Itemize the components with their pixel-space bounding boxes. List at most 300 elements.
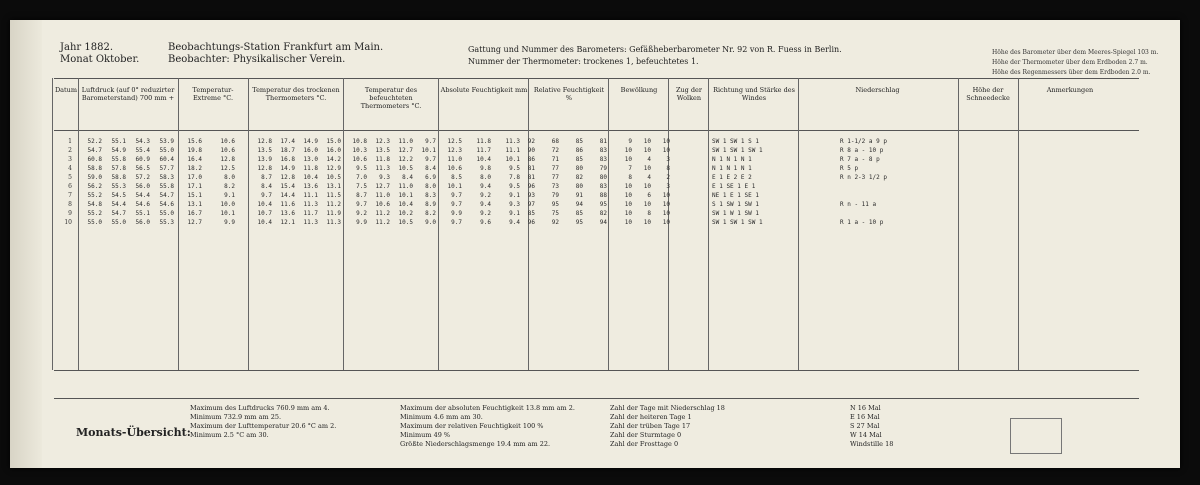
table-cell: 10.0 (220, 201, 235, 208)
table-cell: 56.0 (135, 183, 150, 190)
table-cell: 77 (551, 174, 559, 181)
table-cell: 54.9 (111, 147, 126, 154)
observer-label: Beobachter: Physikalischer Verein. (168, 54, 346, 65)
table-cell: 55.0 (159, 210, 174, 217)
table-cell: 9.3 (509, 201, 520, 208)
column-header: Datum (54, 86, 78, 94)
wind-count: E 16 Mal (850, 413, 880, 421)
table-cell: 71 (551, 156, 559, 163)
row-date: 8 (68, 201, 72, 208)
table-cell: 10.6 (375, 201, 390, 208)
column-divider (708, 78, 709, 370)
table-cell: 4 (647, 156, 651, 163)
table-cell: 54.7 (159, 192, 174, 199)
table-cell: 17.0 (187, 174, 202, 181)
summary-line: Minimum 49 % (400, 431, 451, 439)
table-cell: 9.7 (425, 156, 436, 163)
row-date: 10 (64, 219, 72, 226)
table-cell: 11.3 (375, 165, 390, 172)
column-divider (78, 78, 79, 370)
table-cell: 9.2 (480, 210, 491, 217)
table-cell: 15.1 (187, 192, 202, 199)
table-cell: 54.6 (159, 201, 174, 208)
table-cell: 10 (662, 210, 670, 217)
table-cell: 11.1 (303, 192, 318, 199)
column-header: Bewölkung (620, 86, 658, 94)
wind-cell: N 1 N 1 N 1 (712, 165, 752, 172)
table-cell: 53.9 (159, 138, 174, 145)
table-cell: 9.5 (509, 165, 520, 172)
table-cell: 82 (575, 174, 583, 181)
table-cell: 8.4 (425, 165, 436, 172)
year-label: Jahr 1882. (60, 42, 113, 53)
table-cell: 9.1 (509, 192, 520, 199)
table-cell: 18.7 (280, 147, 295, 154)
table-cell: 83 (599, 183, 607, 190)
table-cell: 8.5 (451, 174, 462, 181)
column-header: Temperatur-Extreme °C. (192, 86, 234, 102)
table-cell: 54.6 (135, 201, 150, 208)
summary-line: Maximum der Lufttemperatur 20.6 °C am 2. (190, 422, 337, 430)
column-header: Höhe der Schneedecke (966, 86, 1010, 102)
table-cell: 9.2 (356, 210, 367, 217)
table-cell: 55.8 (111, 156, 126, 163)
table-cell: 11.8 (476, 138, 491, 145)
side-notes (992, 48, 1172, 78)
table-cell: 11.8 (375, 156, 390, 163)
table-cell: 10.4 (257, 201, 272, 208)
table-cell: 72 (551, 147, 559, 154)
table-cell: 9.7 (425, 138, 436, 145)
table-cell: 54.7 (111, 210, 126, 217)
table-cell: 11.3 (303, 219, 318, 226)
table-cell: 60.9 (135, 156, 150, 163)
column-divider (1018, 78, 1019, 370)
table-cell: 2 (666, 174, 670, 181)
table-cell: 4 (647, 174, 651, 181)
column-divider (608, 78, 609, 370)
table-cell: 7.0 (356, 174, 367, 181)
table-cell: 81 (527, 165, 535, 172)
summary-line: Größte Niederschlagsmenge 19.4 mm am 22. (400, 440, 551, 448)
table-cell: 13.9 (257, 156, 272, 163)
table-cell: 57.7 (159, 165, 174, 172)
table-cell: 96 (527, 219, 535, 226)
table-cell: 7 (628, 165, 632, 172)
column-divider (52, 78, 53, 370)
table-cell: 83 (599, 147, 607, 154)
table-cell: 14.2 (326, 156, 341, 163)
table-cell: 8.2 (425, 210, 436, 217)
wind-count: W 14 Mal (850, 431, 882, 439)
table-cell: 13.0 (303, 156, 318, 163)
precip-cell: R n 2-3 1/2 p (840, 174, 887, 181)
table-cell: 10 (624, 201, 632, 208)
table-cell: 95 (599, 201, 607, 208)
table-cell: 93 (527, 192, 535, 199)
table-cell: 55.3 (111, 183, 126, 190)
wind-rose-box (1010, 418, 1062, 454)
table-cell: 13.6 (303, 183, 318, 190)
table-cell: 10.1 (505, 156, 520, 163)
column-divider (798, 78, 799, 370)
table-cell: 16.0 (326, 147, 341, 154)
wind-cell: E 1 E 2 E 2 (712, 174, 752, 181)
table-cell: 12.9 (326, 165, 341, 172)
thermometer-label: Nummer der Thermometer: trockenes 1, befeuchtetes 1. (468, 57, 699, 66)
wind-count: S 27 Mal (850, 422, 880, 430)
page-spine (10, 20, 42, 468)
table-cell: 11.5 (326, 192, 341, 199)
table-cell: 10.4 (398, 201, 413, 208)
table-cell: 54.4 (135, 192, 150, 199)
table-cell: 11.1 (505, 147, 520, 154)
table-cell: 9.7 (356, 201, 367, 208)
wind-cell: SW 1 SW 1 S 1 (712, 138, 759, 145)
summary-extremes (190, 404, 336, 440)
table-cell: 10.5 (398, 165, 413, 172)
row-date: 2 (68, 147, 72, 154)
table-cell: 10.1 (398, 192, 413, 199)
table-cell: 6.9 (425, 174, 436, 181)
table-cell: 54.3 (135, 138, 150, 145)
table-cell: 8.3 (425, 192, 436, 199)
row-date: 1 (68, 138, 72, 145)
table-cell: 10 (643, 201, 651, 208)
table-cell: 17.1 (187, 183, 202, 190)
summary-line: Minimum 2.5 °C am 30. (190, 431, 269, 439)
table-cell: 11.2 (375, 210, 390, 217)
table-cell: 8 (628, 174, 632, 181)
table-cell: 97 (527, 201, 535, 208)
table-cell: 58.3 (159, 174, 174, 181)
table-cell: 10 (662, 192, 670, 199)
table-cell: 11.0 (375, 192, 390, 199)
ledger-page (10, 20, 1180, 468)
table-cell: 10 (624, 192, 632, 199)
table-cell: 10 (624, 156, 632, 163)
table-cell: 56.5 (135, 165, 150, 172)
table-cell: 55.2 (87, 210, 102, 217)
table-cell: 3 (666, 183, 670, 190)
summary-day: Zahl der Sturmtage 0 (610, 431, 682, 439)
table-cell: 10.8 (352, 138, 367, 145)
table-cell: 7.8 (509, 174, 520, 181)
table-cell: 81 (599, 138, 607, 145)
table-cell: 16.7 (187, 210, 202, 217)
table-cell: 6 (647, 192, 651, 199)
table-cell: 9 (628, 138, 632, 145)
table-cell: 10.1 (421, 147, 436, 154)
table-cell: 12.8 (280, 174, 295, 181)
table-cell: 8 (647, 210, 651, 217)
table-cell: 11.0 (447, 156, 462, 163)
table-cell: 9.6 (480, 219, 491, 226)
wind-cell: SW 1 SW 1 SW 1 (712, 147, 763, 154)
table-cell: 81 (527, 174, 535, 181)
table-cell: 55.0 (111, 219, 126, 226)
table-cell: 92 (551, 219, 559, 226)
summary-line: Minimum 4.6 mm am 30. (400, 413, 483, 421)
table-cell: 10 (624, 219, 632, 226)
table-cell: 9.1 (224, 192, 235, 199)
table-cell: 8.4 (261, 183, 272, 190)
table-cell: 10.4 (257, 219, 272, 226)
table-cell: 11.6 (280, 201, 295, 208)
table-cell: 12.7 (398, 147, 413, 154)
table-cell: 14.9 (280, 165, 295, 172)
table-cell: 17.4 (280, 138, 295, 145)
table-cell: 12.8 (220, 156, 235, 163)
table-cell: 11.2 (326, 201, 341, 208)
table-cell: 9.9 (451, 210, 462, 217)
table-cell: 8 (666, 165, 670, 172)
table-cell: 9.0 (425, 219, 436, 226)
table-cell: 13.5 (257, 147, 272, 154)
station-label: Beobachtungs-Station Frankfurt am Main. (168, 42, 384, 53)
table-cell: 11.7 (303, 210, 318, 217)
table-cell: 12.8 (257, 138, 272, 145)
summary-line: Minimum 732.9 mm am 25. (190, 413, 282, 421)
wind-cell: NE 1 E 1 SE 1 (712, 192, 759, 199)
wind-cell: SW 1 W 1 SW 1 (712, 210, 759, 217)
table-cell: 10 (624, 147, 632, 154)
table-cell: 9.7 (451, 219, 462, 226)
table-cell: 10 (662, 138, 670, 145)
table-cell: 54.5 (111, 192, 126, 199)
table-cell: 55.0 (87, 219, 102, 226)
column-header: Luftdruck (auf 0° reduzirter Barometerstand) 700 mm + (81, 86, 175, 102)
table-cell: 83 (599, 156, 607, 163)
instrument-block (468, 44, 842, 68)
table-cell: 80 (599, 174, 607, 181)
side-note: Höhe der Thermometer über dem Erdboden 2.7 m. (992, 59, 1148, 66)
precip-cell: R 7 a - 8 p (840, 156, 880, 163)
table-cell: 52.2 (87, 138, 102, 145)
table-cell: 82 (599, 210, 607, 217)
table-cell: 10 (662, 147, 670, 154)
table-cell: 10 (643, 183, 651, 190)
table-cell: 80 (575, 165, 583, 172)
table-cell: 15.0 (326, 138, 341, 145)
table-cell: 9.9 (356, 219, 367, 226)
table-cell: 9.1 (509, 210, 520, 217)
wind-count: Windstille 18 (850, 440, 894, 448)
table-cell: 86 (527, 156, 535, 163)
row-date: 5 (68, 174, 72, 181)
table-cell: 9.7 (451, 201, 462, 208)
table-cell: 10.5 (326, 174, 341, 181)
summary-line: Maximum der absoluten Feuchtigkeit 13.8 mm am 2. (400, 404, 575, 412)
table-cell: 9.3 (379, 174, 390, 181)
column-header: Anmerkungen (1046, 86, 1094, 94)
table-cell: 8.0 (224, 174, 235, 181)
table-cell: 7.5 (356, 183, 367, 190)
precip-cell: R 1 a - 10 p (840, 219, 884, 226)
column-header: Niederschlag (855, 86, 900, 94)
precip-cell: R 1-1/2 a 9 p (840, 138, 887, 145)
summary-heading: Monats-Übersicht: (76, 426, 191, 439)
table-cell: 9.5 (356, 165, 367, 172)
column-divider (438, 78, 439, 370)
table-cell: 12.5 (220, 165, 235, 172)
table-cell: 88 (599, 192, 607, 199)
table-cell: 8.2 (224, 183, 235, 190)
column-header: Absolute Feuchtigkeit mm (440, 86, 528, 94)
table-cell: 55.0 (159, 147, 174, 154)
table-cell: 10 (643, 165, 651, 172)
wind-cell: N 1 N 1 N 1 (712, 156, 752, 163)
table-cell: 94 (575, 201, 583, 208)
table-cell: 9.4 (480, 183, 491, 190)
column-header: Zug der Wolken (675, 86, 703, 102)
table-cell: 8.7 (261, 174, 272, 181)
table-cell: 9.5 (509, 183, 520, 190)
table-cell: 10.7 (257, 210, 272, 217)
table-cell: 58.8 (87, 165, 102, 172)
table-cell: 8.7 (356, 192, 367, 199)
table-cell: 11.9 (326, 210, 341, 217)
wind-cell: S 1 SW 1 SW 1 (712, 201, 759, 208)
table-cell: 95 (575, 219, 583, 226)
table-cell: 75 (551, 210, 559, 217)
table-cell: 68 (551, 138, 559, 145)
table-cell: 96 (527, 183, 535, 190)
column-divider (178, 78, 179, 370)
table-cell: 8.9 (425, 201, 436, 208)
table-cell: 10 (624, 183, 632, 190)
side-note: Höhe des Barometer über dem Meeres-Spiegel 103 m. (992, 49, 1159, 56)
summary-day: Zahl der Tage mit Niederschlag 18 (610, 404, 725, 412)
wind-cell: E 1 SE 1 E 1 (712, 183, 756, 190)
precip-cell: R n - 11 a (840, 201, 877, 208)
table-cell: 8.0 (425, 183, 436, 190)
table-cell: 11.0 (398, 138, 413, 145)
table-cell: 9.8 (480, 165, 491, 172)
table-cell: 9.4 (509, 219, 520, 226)
table-cell: 14.4 (280, 192, 295, 199)
table-cell: 12.3 (447, 147, 462, 154)
table-cell: 12.7 (375, 183, 390, 190)
summary-day: Zahl der heiteren Tage 1 (610, 413, 692, 421)
table-cell: 12.2 (398, 156, 413, 163)
header-bottom-rule (54, 130, 1139, 131)
summary-day: Zahl der trüben Tage 17 (610, 422, 691, 430)
table-cell: 13.1 (187, 201, 202, 208)
table-cell: 10.6 (220, 147, 235, 154)
table-cell: 60.4 (159, 156, 174, 163)
table-bottom-rule (54, 370, 1139, 371)
side-note: Höhe des Regenmessers über dem Erdboden 2.0 m. (992, 69, 1151, 76)
table-cell: 11.3 (303, 201, 318, 208)
summary-line: Maximum des Luftdrucks 760.9 mm am 4. (190, 404, 330, 412)
table-cell: 60.8 (87, 156, 102, 163)
table-cell: 54.8 (87, 201, 102, 208)
table-cell: 11.3 (505, 138, 520, 145)
table-cell: 10.6 (447, 165, 462, 172)
row-date: 7 (68, 192, 72, 199)
row-date: 6 (68, 183, 72, 190)
table-cell: 55.8 (159, 183, 174, 190)
column-header: Relative Feuchtigkeit % (533, 86, 605, 102)
wind-count: N 16 Mal (850, 404, 881, 412)
table-cell: 16.4 (187, 156, 202, 163)
table-cell: 59.0 (87, 174, 102, 181)
table-cell: 19.8 (187, 147, 202, 154)
table-cell: 9.9 (224, 219, 235, 226)
table-cell: 55.1 (135, 210, 150, 217)
table-cell: 16.0 (303, 147, 318, 154)
barometer-label: Gattung und Nummer des Barometers: Gefäßheberbarometer Nr. 92 von R. Fuess in Berlin. (468, 45, 842, 54)
table-cell: 10.4 (476, 156, 491, 163)
table-cell: 10.3 (352, 147, 367, 154)
table-cell: 10.6 (220, 138, 235, 145)
table-cell: 13.5 (375, 147, 390, 154)
table-cell: 77 (551, 165, 559, 172)
table-cell: 13.1 (326, 183, 341, 190)
table-cell: 90 (527, 147, 535, 154)
table-cell: 10 (662, 219, 670, 226)
table-cell: 58.8 (111, 174, 126, 181)
table-cell: 92 (527, 138, 535, 145)
precip-cell: R 5 p (840, 165, 859, 172)
table-cell: 12.7 (187, 219, 202, 226)
table-cell: 9.7 (261, 192, 272, 199)
table-cell: 11.0 (398, 183, 413, 190)
table-cell: 85 (575, 156, 583, 163)
table-cell: 95 (551, 201, 559, 208)
table-cell: 85 (527, 210, 535, 217)
summary-days (610, 404, 725, 449)
table-cell: 8.0 (480, 174, 491, 181)
table-cell: 57.2 (135, 174, 150, 181)
table-cell: 15.6 (187, 138, 202, 145)
month-label: Monat Oktober. (60, 54, 140, 65)
table-cell: 94 (599, 219, 607, 226)
table-top-rule (54, 78, 1139, 79)
table-cell: 10 (643, 147, 651, 154)
table-cell: 12.1 (280, 219, 295, 226)
column-divider (343, 78, 344, 370)
table-cell: 9.7 (451, 192, 462, 199)
table-cell: 79 (599, 165, 607, 172)
table-cell: 10.2 (398, 210, 413, 217)
table-cell: 18.2 (187, 165, 202, 172)
table-cell: 91 (575, 192, 583, 199)
table-cell: 11.8 (303, 165, 318, 172)
summary-humidity (400, 404, 575, 449)
table-cell: 10.5 (398, 219, 413, 226)
table-cell: 11.2 (375, 219, 390, 226)
column-divider (248, 78, 249, 370)
table-cell: 12.3 (375, 138, 390, 145)
table-cell: 3 (666, 156, 670, 163)
table-cell: 14.9 (303, 138, 318, 145)
table-cell: 79 (551, 192, 559, 199)
summary-day: Zahl der Frosttage 0 (610, 440, 679, 448)
table-cell: 73 (551, 183, 559, 190)
wind-cell: SW 1 SW 1 SW 1 (712, 219, 763, 226)
table-cell: 9.4 (480, 201, 491, 208)
table-cell: 86 (575, 147, 583, 154)
table-cell: 16.8 (280, 156, 295, 163)
table-cell: 80 (575, 183, 583, 190)
year-month-block (60, 42, 139, 66)
table-cell: 10.1 (447, 183, 462, 190)
table-cell: 85 (575, 210, 583, 217)
table-cell: 10 (643, 138, 651, 145)
table-cell: 15.4 (280, 183, 295, 190)
